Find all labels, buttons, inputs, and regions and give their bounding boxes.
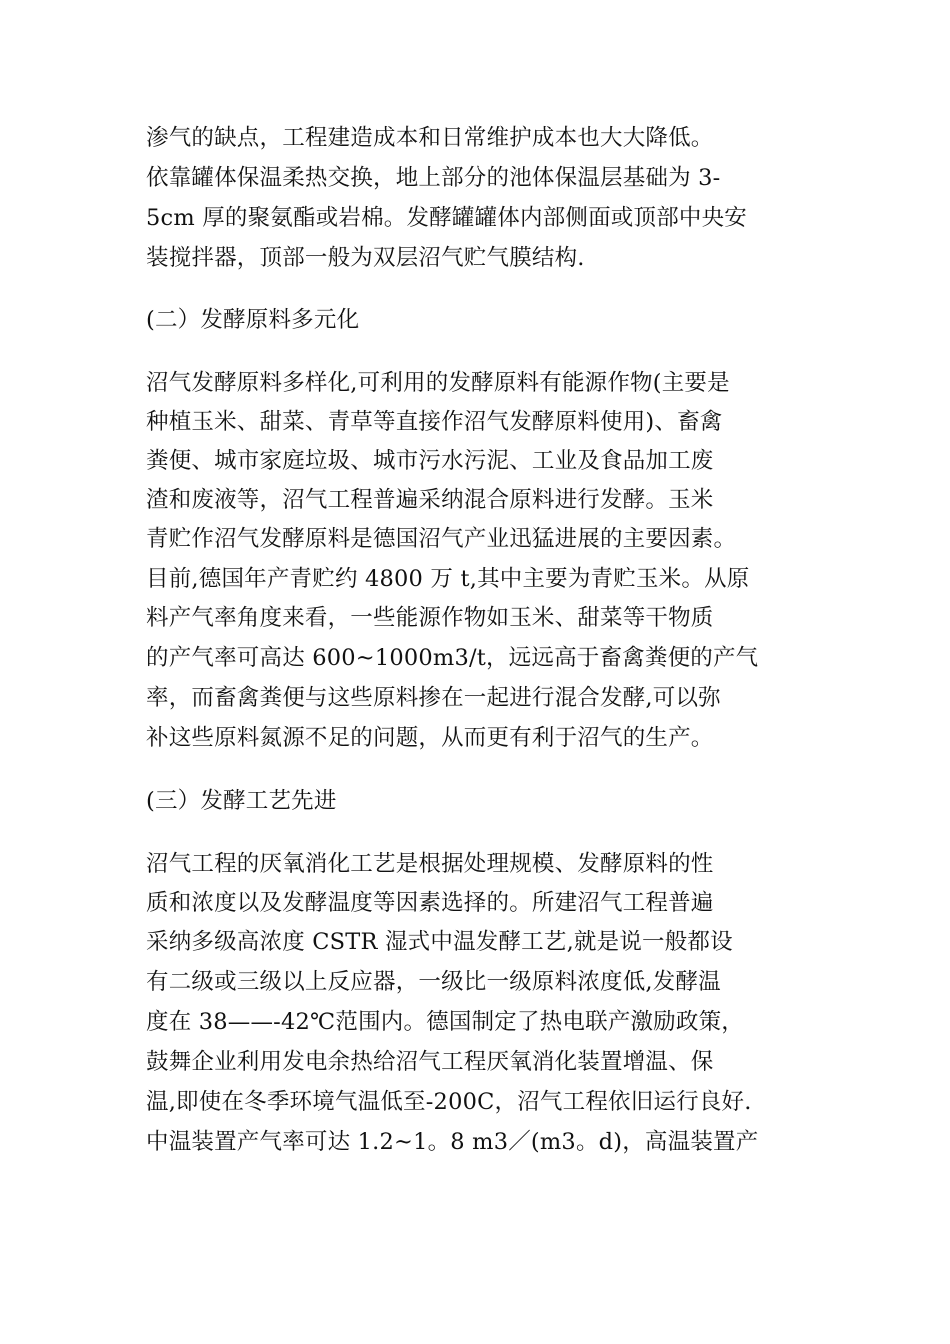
text-line: 温,即使在冬季环境气温低至-200C，沼气工程依旧运行良好.: [146, 1089, 752, 1115]
text-line: 的产气率可高达 600~1000m3/t，远远高于畜禽粪便的产气: [146, 645, 759, 671]
text-line: 鼓舞企业利用发电余热给沼气工程厌氧消化装置增温、保: [146, 1049, 714, 1075]
text-line: 度在 38——-42℃范围内。德国制定了热电联产激励政策，: [146, 1009, 744, 1035]
text-line: 5cm 厚的聚氨酯或岩棉。发酵罐罐体内部侧面或顶部中央安: [146, 205, 748, 231]
text-line: 依靠罐体保温柔热交换，地上部分的池体保温层基础为 3-: [146, 165, 721, 191]
text-line: 料产气率角度来看，一些能源作物如玉米、甜菜等干物质: [146, 605, 714, 631]
text-line: 采纳多级高浓度 CSTR 湿式中温发酵工艺,就是说一般都设: [146, 929, 733, 955]
text-line: 种植玉米、甜菜、青草等直接作沼气发酵原料使用)、畜禽: [146, 409, 723, 435]
text-line: 目前,德国年产青贮约 4800 万 t,其中主要为青贮玉米。从原: [146, 566, 750, 592]
text-line: 青贮作沼气发酵原料是德国沼气产业迅猛进展的主要因素。: [146, 526, 737, 552]
text-line: 渗气的缺点，工程建造成本和日常维护成本也大大降低。: [146, 125, 714, 151]
text-line: 率，而畜禽粪便与这些原料掺在一起进行混合发酵,可以弥: [146, 685, 721, 711]
text-line: 粪便、城市家庭垃圾、城市污水污泥、工业及食品加工废: [146, 448, 714, 474]
text-line: 补这些原料氮源不足的问题，从而更有利于沼气的生产。: [146, 725, 714, 751]
text-line: 沼气工程的厌氧消化工艺是根据处理规模、发酵原料的性: [146, 851, 714, 877]
section-heading-3: (三）发酵工艺先进: [146, 788, 337, 814]
text-line: 中温装置产气率可达 1.2~1。8 m3／(m3。d)，高温装置产: [146, 1129, 759, 1155]
text-line: 装搅拌器，顶部一般为双层沼气贮气膜结构.: [146, 245, 585, 271]
text-line: 渣和废液等，沼气工程普遍采纳混合原料进行发酵。玉米: [146, 487, 714, 513]
text-line: 有二级或三级以上反应器，一级比一级原料浓度低,发酵温: [146, 969, 721, 995]
text-line: 沼气发酵原料多样化,可利用的发酵原料有能源作物(主要是: [146, 370, 730, 396]
section-heading-2: (二）发酵原料多元化: [146, 307, 360, 333]
text-line: 质和浓度以及发酵温度等因素选择的。所建沼气工程普遍: [146, 890, 714, 916]
